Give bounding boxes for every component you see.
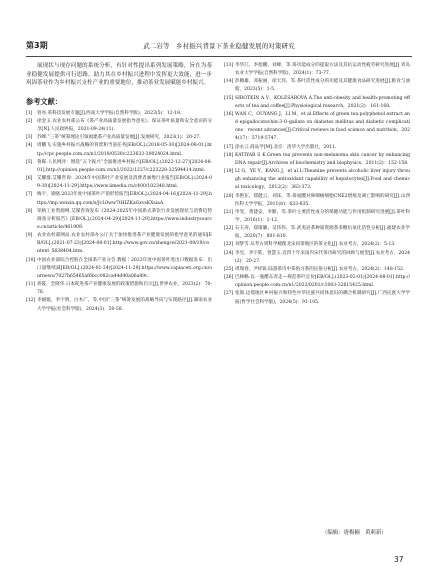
reference-item xyxy=(26,297,212,313)
left-column xyxy=(26,62,212,314)
reference-number: [14] xyxy=(224,79,234,85)
reference-item xyxy=(224,290,410,306)
reference-text: 李华江，李旭鹏，刘峰，等.茶功能成分的提取方法及其抗运动性疲劳研究进展[J].青岛农业大学学报(自然科学版)，2024(1)：73-77. xyxy=(235,63,410,77)
reference-text: 蒋筱，全晓华.日本促进茶产业健康发展的政策措施和启示[J].世界农业，2023(2)：70-76. xyxy=(37,282,212,296)
reference-text: 李媛媛，李宇明，白木广，等.中国“三茶”统筹发展的战略导向与实现路径[J].湖南农业大学学报(社会科学版)，2024(3)：50-58. xyxy=(37,298,212,312)
reference-number: [10] xyxy=(26,257,36,263)
reference-number: [17] xyxy=(224,144,234,150)
reference-number: [18] xyxy=(224,152,234,158)
reference-number: [20] xyxy=(224,193,234,199)
reference-item xyxy=(224,111,410,144)
reference-item xyxy=(224,144,410,152)
reference-number: [6] xyxy=(26,176,33,182)
reference-number: [22] xyxy=(224,226,234,232)
reference-text: 彭腾雄，邓振丽，徐天玮，等.茶叶活性成分的功能及其健康食品研究进展[J].粮食与油脂，2023(5)：1-5. xyxy=(235,79,410,93)
reference-number: [27] xyxy=(224,291,234,297)
reference-number: [4] xyxy=(26,143,33,149)
page-number: 37 xyxy=(394,555,404,564)
reference-item xyxy=(224,266,410,274)
reference-number: [9] xyxy=(26,233,33,239)
reference-number: [5] xyxy=(26,159,33,165)
reference-text: 张锦.边境地区乡村振兴和特色中华民族共同体意识的耦合机制研究[J].广西民族大学学报(哲学社会科学版)，2024(5)：91-105. xyxy=(235,291,410,305)
reference-item xyxy=(224,78,410,94)
reference-item xyxy=(26,175,212,191)
reference-item xyxy=(224,209,410,225)
reference-text: 石玉涛，郑康璐，吴伟伟，等.武夷岩茶种质资源茶多糖抗氧化活性分析[J].福建农业学报，2020(7)：801-810. xyxy=(235,226,410,240)
reference-item xyxy=(26,257,212,281)
reference-item xyxy=(26,208,212,232)
editor-credit: （编辑：唐梅楠 黄莉新） xyxy=(322,530,387,536)
reference-text: 梅宇，梁晓.2023年度中国茶叶产销形势报告[EB/OL].(2024-04-16)[2024-11-29].https://mp.weixin.qq.com/s/JcL0ww7tHIZKaGxvsKXsiaA. xyxy=(37,192,212,206)
reference-text: 中国农业部综合控股在全国茶产业分会.数据｜2023年度中国茶叶进出口数据发布：出口量继续减[EB/OL].(2024-01-24)[2024-11-29].https://www.capiaceti.org.cn/ournews/7027b65465af6bcc082ca44d40a06a89c. xyxy=(37,257,212,279)
reference-item xyxy=(224,274,410,290)
reference-number: [21] xyxy=(224,209,234,215)
reference-text: SIROTKIN A V，KOLESÁROVÁ A.The anti-obesity and health-promoting effects of tea and coffee[J].Physiological research，2021(2)：161-168. xyxy=(235,95,410,109)
reference-number: [8] xyxy=(26,208,33,214)
reference-item xyxy=(26,281,212,297)
reference-item xyxy=(26,232,212,256)
reference-item xyxy=(224,152,410,168)
reference-text: 鲁晖.人民网评：围绕“五个振兴”全面推进乡村振兴[EB/OL].(2022-12-27)[2024-08-01].http://opinion.people.com.cn/n1/2022/1227/c223228-32594414.html. xyxy=(37,159,212,173)
reference-item xyxy=(224,241,410,249)
reference-number: [3] xyxy=(26,135,33,141)
reference-item xyxy=(26,134,212,142)
reference-list-left xyxy=(26,110,212,314)
reference-item xyxy=(224,62,410,78)
page-header xyxy=(26,40,412,54)
reference-text: 周鹏飞.实施乡村振兴战略的背景和当前任务[EB/OL].(2018-05-30)[2024-08-01].http://cpc.people.com.cn/n1/2018/0530/c223633-30024024.html. xyxy=(37,143,212,157)
reference-text: 荣格工业资源网.艾媒咨询发布《2024-2025年中国新式茶饮行业发展现状与消费趋势调查分析报告》[EB/OL].(2024-04-29)[2024-11-29].https://www.industrysource.cn/article/461909. xyxy=(37,208,212,230)
reference-text: 徐永云.商品学[M].北京：清华大学出版社，2011. xyxy=(235,144,337,150)
reference-text: 艾耀群.艾耀咨询：2024年中国茶叶产业发展及消费者画像行业报告[EB/OL].(2024-09-30)[2024-11-29].https://www.iimedia.cn/c400/102348.html. xyxy=(37,176,212,190)
reference-text: KATIYAR S K.Green tea prevents non-melanoma skin cancer by enhancing DNA repair[J].Archives of biochemistry and biophysics，2011(2)：152-158. xyxy=(235,152,410,166)
reference-number: [13] xyxy=(224,63,234,68)
reference-number: [7] xyxy=(26,192,33,198)
reference-text: LI G，YE Y，KANG J，et al.L-Theanine prevents alcoholic liver injury through enhancing the antioxidant capability of hepatocytes[J].Food and chemical toxicology，2012(2)：363-372. xyxy=(235,169,410,191)
reference-list-right xyxy=(224,62,410,307)
issue-label: 第3期 xyxy=(26,41,48,50)
header-rule xyxy=(26,56,412,57)
reference-text: 周瑞春，尹梓锐.陆游茶诗中茶俗习茶的民俗分析[J].农业考古，2024(2)：148-152. xyxy=(235,266,405,272)
reference-item xyxy=(224,193,410,209)
reference-number: [23] xyxy=(224,242,234,248)
reference-number: [24] xyxy=(224,250,234,256)
reference-number: [1] xyxy=(26,110,33,116)
reference-text: WAN C，OUYANG J，LI M，et al.Effects of green tea polyphenol extract and epigallocatechin-3-O-gallate on diabetes mellitus and diabetic complications：recent advances[J].Critical reviews in food science and nutrition，2024(17)：5719-5747. xyxy=(235,111,410,142)
reference-item xyxy=(26,118,212,134)
reference-text: 农业农村部网站.农业农村部办公厅关于加快推进茶产业健康发展的指导意见的通知[EB/OL].(2021-07-23)[2024-08-01].http://www.gov.cn/zhengce/2021-09/19/content_5638404.htm. xyxy=(37,233,212,255)
reference-item xyxy=(224,225,410,241)
reference-number: [16] xyxy=(224,111,234,117)
reference-item xyxy=(26,142,212,158)
reference-text: 李艳东，郑健云，刘沫，等.茶氨酸对鼻咽癌细胞CNE2增殖及凋亡影响的研究[J].山西医科大学学报，2011(8)：633-635. xyxy=(235,193,410,207)
references-heading: 参考文献： xyxy=(26,96,62,106)
running-title: 武二岩等 乡村振兴背景下茶业稳健发展的对策研究 xyxy=(143,42,295,50)
reference-number: [11] xyxy=(26,282,36,288)
reference-item xyxy=(26,159,212,175)
reference-item xyxy=(224,250,410,266)
reference-number: [25] xyxy=(224,266,234,272)
reference-item xyxy=(26,110,212,118)
reference-number: [12] xyxy=(26,298,36,304)
reference-number: [2] xyxy=(26,118,33,124)
reference-number: [26] xyxy=(224,275,234,281)
reference-text: 徐金玉.农业农村部公布《茶产业高质量发展指导意见》，保证茶叶质量和安全意识的分享[N].人民政协报，2021-09-24(11). xyxy=(37,118,212,133)
reference-text: 苏峰.“三茶”统筹理论引领福建茶产业高质量发展[J].发展研究，2023(1)：20-27. xyxy=(37,135,201,141)
reference-text: 巴林略.以一瓶醋东奔走—规范茶叶定价[EB/OL].(2023-02-01)[2024-08-01].http://opinion.people.com.cn/n1/2023/0201/c1003-32615425.html. xyxy=(235,275,410,289)
body-paragraph: 展现状与现存问题的系统分析，有针对性提出系列发展策略，旨在为茶业稳健发展提供可行思路，助力其在乡村振兴进程中发挥更大效能，进一步巩固茶业作为乡村振兴支柱产业的重要地位，推动茶业发展赋能乡村振兴。 xyxy=(26,63,212,87)
right-column xyxy=(224,62,410,307)
reference-text: 刘梦雪.从考古到科学梳理北宋同茶地区的茶文化[J].农业考古，2024(2)：5-13. xyxy=(235,242,396,248)
reference-number: [19] xyxy=(224,169,234,175)
reference-text: 申雯，黄建安，李勤，等.茶叶主要活性成分的保健功能与作用机制研究进展[J].茶叶科学，2016(1)：1-12. xyxy=(235,209,410,223)
reference-item xyxy=(26,191,212,207)
reference-text: 李昱，李宇皓，曾慧玉.近四十年来国内宋代茶诗研究的回顾与展望[J].农业考古，2024(2)：20-27. xyxy=(235,250,410,264)
reference-item xyxy=(224,168,410,192)
reference-number: [15] xyxy=(224,95,234,101)
reference-item xyxy=(224,95,410,111)
reference-text: 曾亮.茶科技发展专题[J].西南大学学报(自然科学版)，2023(5)：12-18. xyxy=(37,110,182,116)
